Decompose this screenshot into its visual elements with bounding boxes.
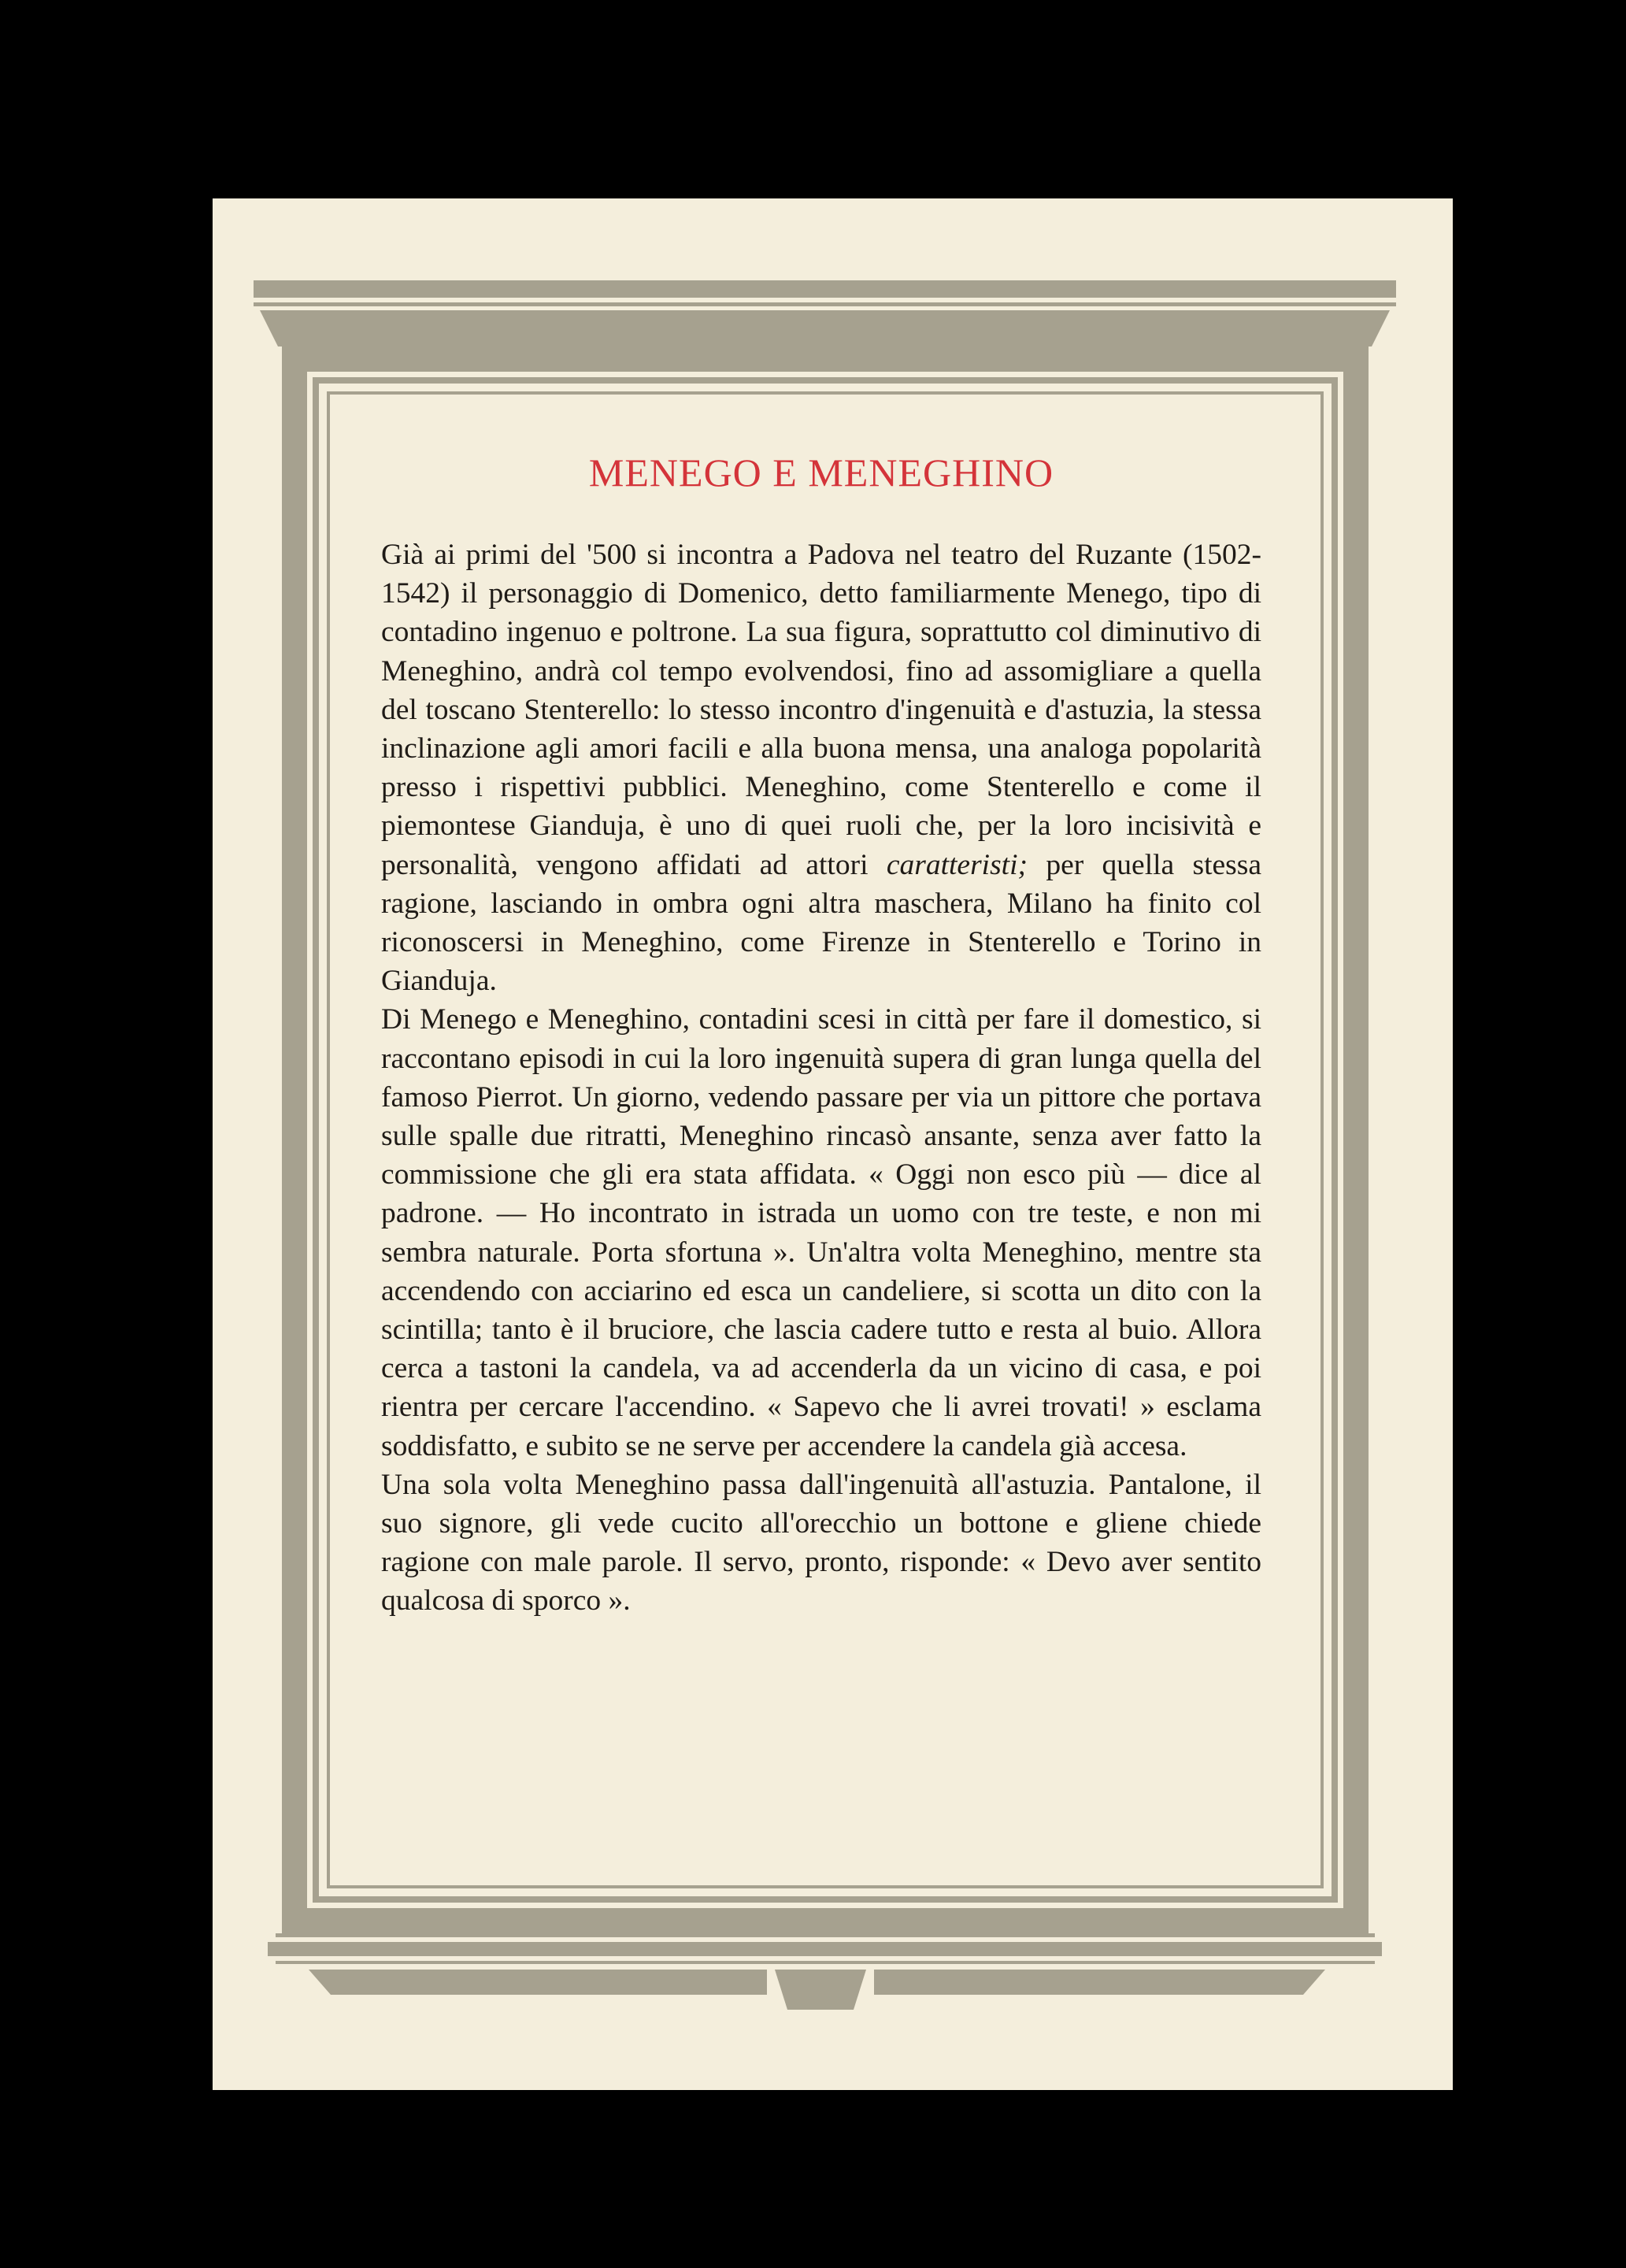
base-pedestal bbox=[775, 1970, 866, 2010]
page-title: MENEGO E MENEGHINO bbox=[588, 450, 1054, 495]
base-line-bottom bbox=[276, 1961, 1375, 1964]
base-bar bbox=[268, 1942, 1382, 1956]
paragraph-2: Di Menego e Meneghino, contadini scesi in città per fare il domestico, si raccontano episodi in cui la loro ingenuità supera di gran lunga quella del famoso Pierrot. Un giorno, vedendo passare per via un pittore che portava sulle spalle due ritratti, Meneghino rincasò ansante, senza aver fatto la commissione che gli era stata affidata. « Oggi non esco più — dice al padrone. — Ho incontrato in istrada un uomo con tre teste, e non mi sembra naturale. Porta sfortuna ». Un'altra volta Meneghino, mentre sta accendendo con acciarino ed esca un candeliere, si scotta un dito con la scintilla; tanto è il bruciore, che lascia cadere tutto e resta al buio. Allora cerca a tastoni la candela, va ad accenderla da un vicino di casa, e poi rientra per cercare l'accendino. « Sapevo che li avrei trovati! » esclama soddisfatto, e subito se ne serve per accendere la candela già accesa. bbox=[381, 1003, 1261, 1462]
cornice-top-bar bbox=[254, 280, 1396, 298]
paragraph-3: Una sola volta Meneghino passa dall'ingenuità all'astuzia. Pantalone, il suo signore, gli vede cucito all'orecchio un bottone e gliene chiede ragione con male parole. Il servo, pronto, risponde: « Devo aver sentito qualcosa di sporco ». bbox=[381, 1468, 1261, 1618]
document-content bbox=[381, 449, 1261, 1882]
paragraph-1-text: Già ai primi del '500 si incontra a Padova nel teatro del Ruzante (1502-1542) il personaggio di Domenico, detto familiarmente Menego, tipo di contadino ingenuo e poltrone. La sua figura, soprattutto col diminutivo di Meneghino, andrà col tempo evolvendosi, fino ad assomigliare a quella del toscano Stenterello: lo stesso incontro d'ingenuità e d'astuzia, la stessa inclinazione agli amori facili e alla buona mensa, una analoga popolarità presso i rispettivi pubblici. Meneghino, come Stenterello e come il piemontese Gianduja, è uno di quei ruoli che, per la loro incisività e personalità, vengono affidati ad attori bbox=[381, 539, 1261, 881]
base-line-top bbox=[276, 1933, 1375, 1937]
cornice-top-line bbox=[254, 302, 1396, 306]
body-text bbox=[381, 536, 1261, 1621]
paragraph-1-text-end: per quella stessa ragione, lasciando in ombra ogni altra maschera, Milano ha finito col riconoscersi in Meneghino, come Firenze in Stenterello e Torino in Gianduja. bbox=[381, 848, 1261, 998]
base-right-band bbox=[874, 1970, 1325, 1995]
paragraph-1 bbox=[381, 536, 1261, 1000]
base-left-band bbox=[309, 1970, 767, 1995]
paragraph-1-italic: caratteristi; bbox=[886, 848, 1028, 881]
cornice-trapezoid bbox=[260, 310, 1390, 346]
